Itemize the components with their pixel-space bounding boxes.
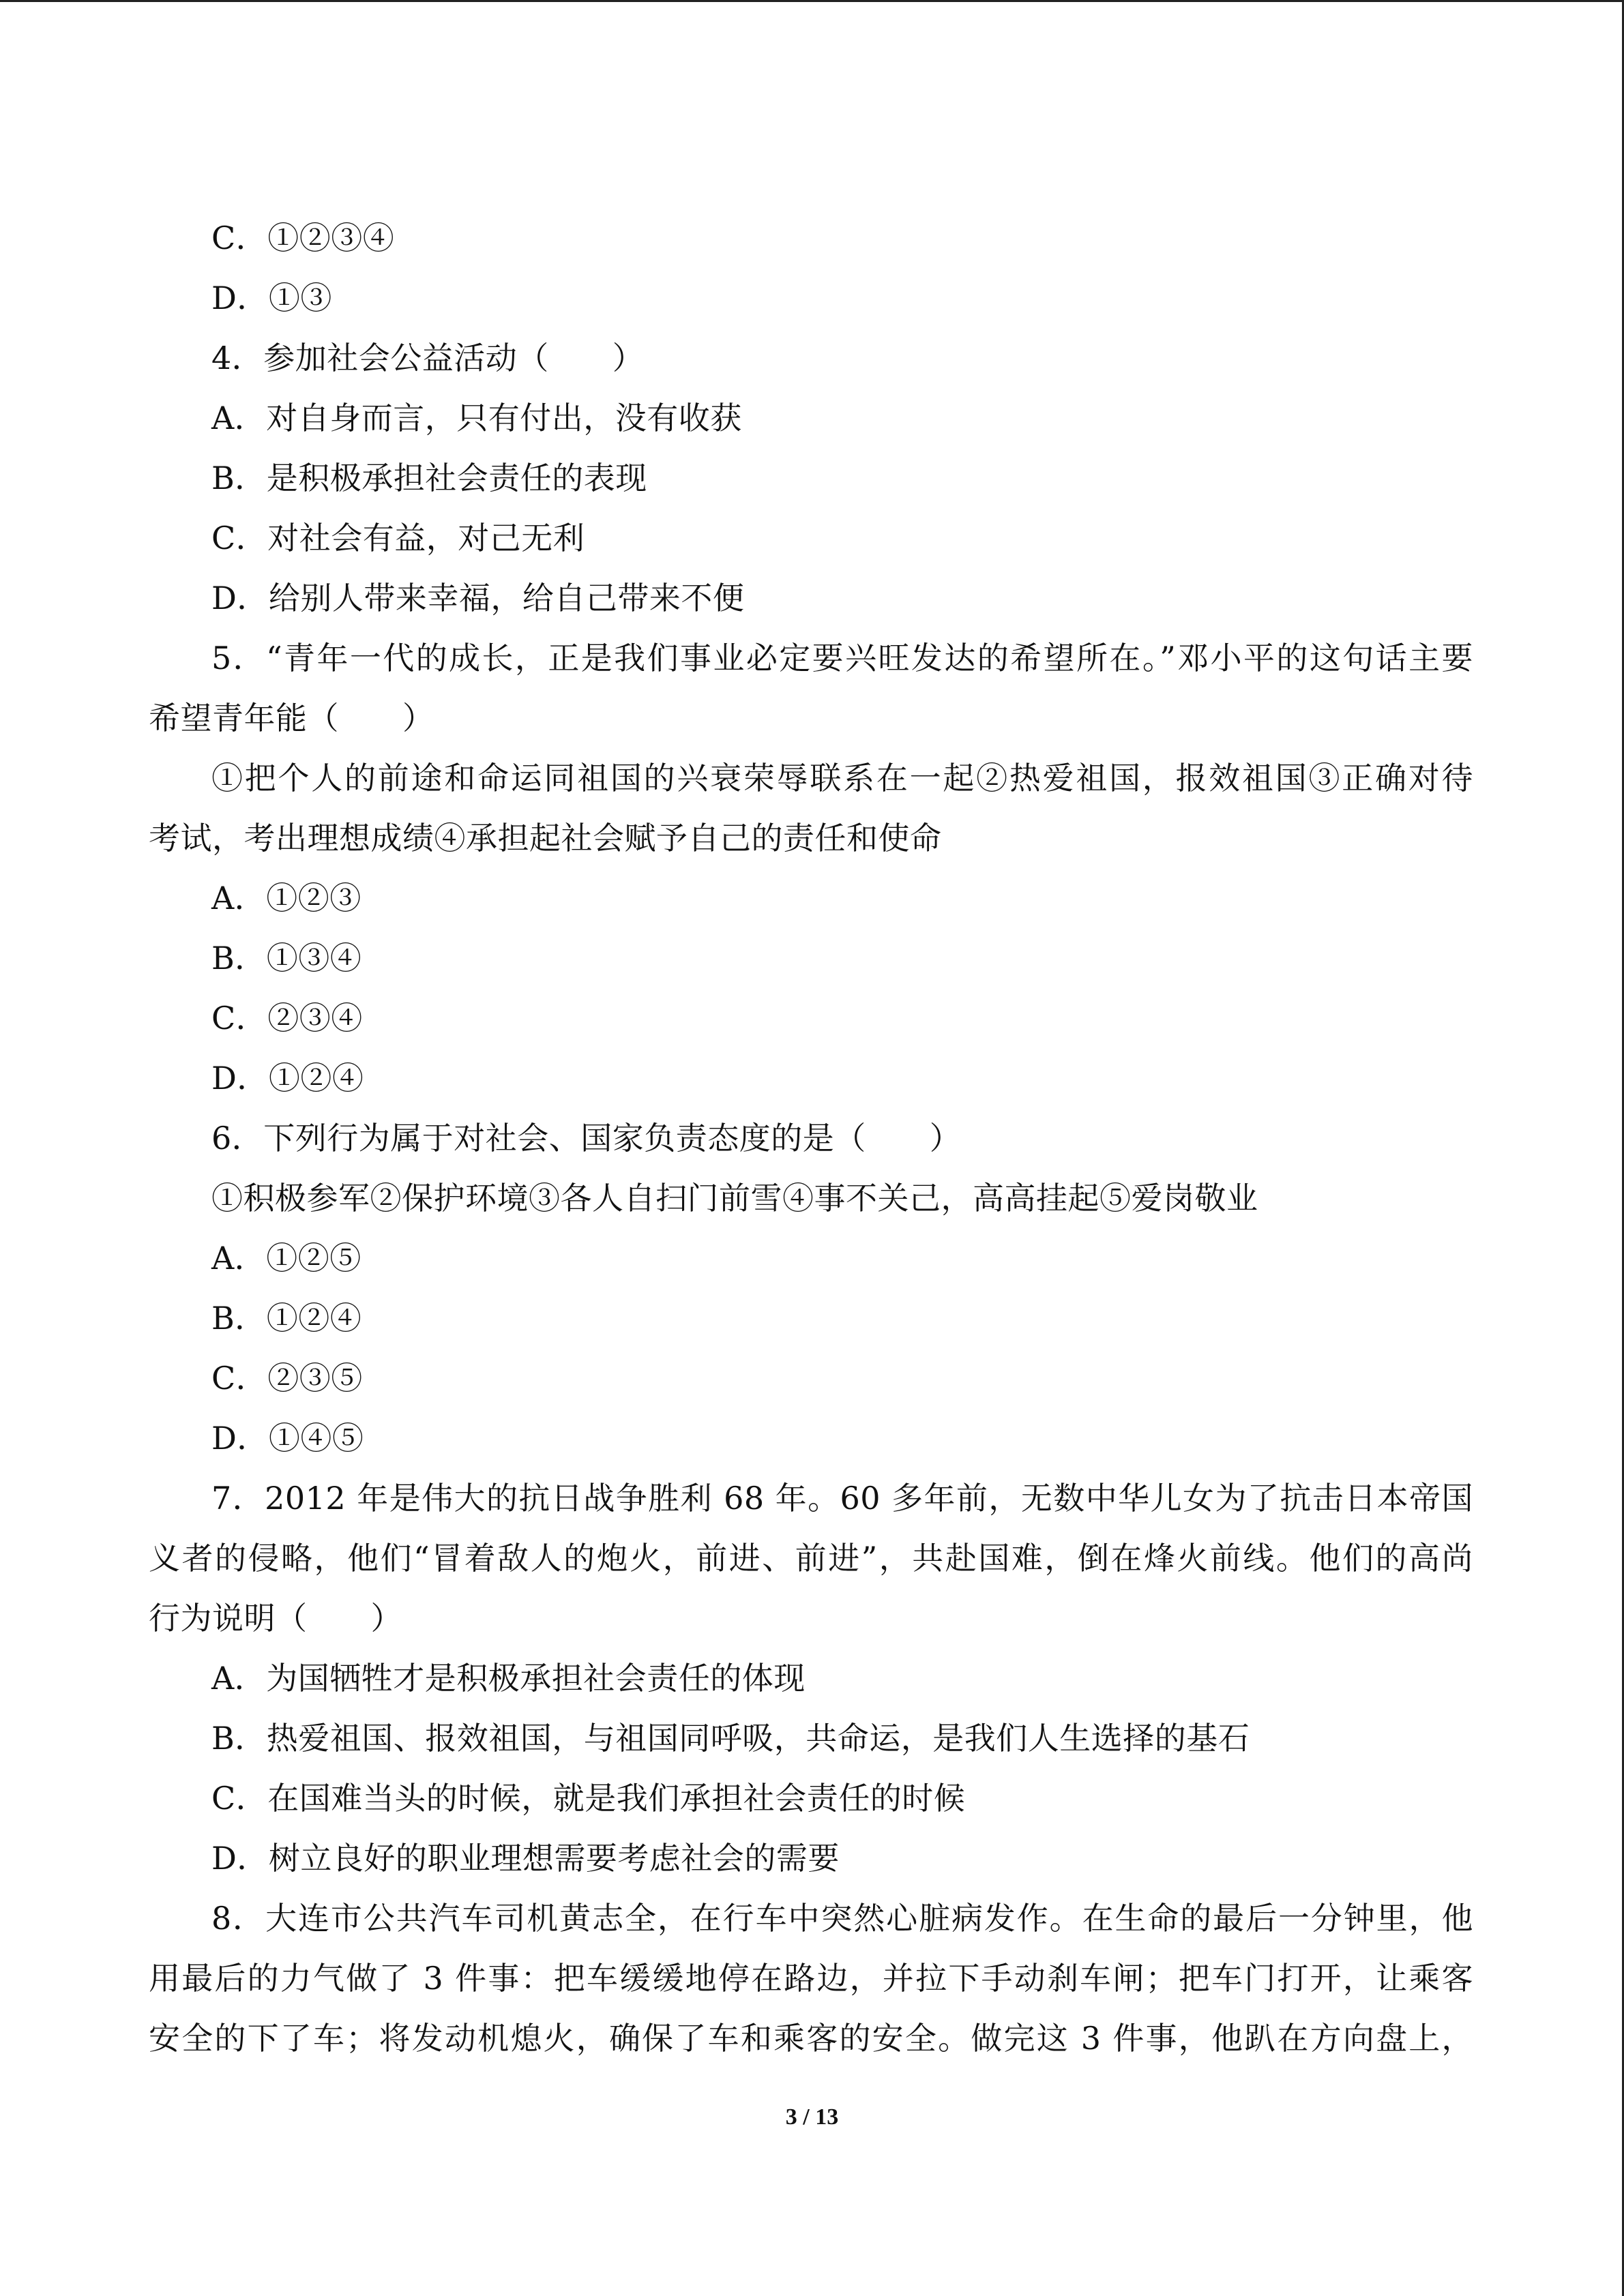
option-line: D．①③	[211, 280, 332, 316]
option-line: D．给别人带来幸福，给自己带来不便	[211, 580, 745, 616]
question-line: 4．参加社会公益活动（ ）	[211, 340, 645, 376]
question-line: 行为说明（ ）	[149, 1600, 402, 1637]
option-line: D．①②④	[211, 1060, 364, 1097]
option-line: B．是积极承担社会责任的表现	[211, 460, 647, 496]
option-line: A．为国牺牲才是积极承担社会责任的体现	[211, 1660, 806, 1697]
statement-line: ①积极参军②保护环境③各人自扫门前雪④事不关己，高高挂起⑤爱岗敬业	[211, 1180, 1258, 1217]
question-line: 安全的下了车；将发动机熄火，确保了车和乘客的安全。做完这 3 件事，他趴在方向盘上，	[149, 2020, 1473, 2057]
option-line: C．对社会有益，对己无利	[211, 520, 585, 556]
question-line: 用最后的力气做了 3 件事：把车缓缓地停在路边，并拉下手动刹车闸；把车门打开，让乘客	[149, 1960, 1473, 1997]
option-line: B．热爱祖国、报效祖国，与祖国同呼吸，共命运，是我们人生选择的基石	[211, 1720, 1250, 1757]
question-line: 8．大连市公共汽车司机黄志全，在行车中突然心脏病发作。在生命的最后一分钟里，他	[211, 1900, 1473, 1937]
question-line: 5．“青年一代的成长，正是我们事业必定要兴旺发达的希望所在。”邓小平的这句话主要	[211, 640, 1473, 676]
question-line: 义者的侵略，他们“冒着敌人的炮火，前进、前进”，共赴国难，倒在烽火前线。他们的高尚	[149, 1540, 1473, 1577]
option-line: A．①②③	[211, 880, 361, 916]
option-line: C．①②③④	[211, 220, 395, 256]
page-number: 3 / 13	[785, 2104, 839, 2130]
option-line: B．①②④	[211, 1300, 362, 1337]
question-line: 6．下列行为属于对社会、国家负责态度的是（ ）	[211, 1120, 962, 1157]
statement-line: 考试，考出理想成绩④承担起社会赋予自己的责任和使命	[149, 820, 942, 856]
question-line: 希望青年能（ ）	[149, 700, 434, 736]
question-line: 7．2012 年是伟大的抗日战争胜利 68 年。60 多年前，无数中华儿女为了抗击日本帝国	[211, 1480, 1473, 1517]
option-line: D．①④⑤	[211, 1420, 364, 1457]
option-line: A．①②⑤	[211, 1240, 361, 1277]
option-line: B．①③④	[211, 940, 362, 976]
option-line: C．在国难当头的时候，就是我们承担社会责任的时候	[211, 1780, 966, 1817]
option-line: D．树立良好的职业理想需要考虑社会的需要	[211, 1840, 840, 1877]
option-line: C．②③④	[211, 1000, 363, 1037]
option-line: A．对自身而言，只有付出，没有收获	[211, 400, 742, 436]
statement-line: ①把个人的前途和命运同祖国的兴衰荣辱联系在一起②热爱祖国，报效祖国③正确对待	[211, 760, 1473, 796]
option-line: C．②③⑤	[211, 1360, 363, 1397]
